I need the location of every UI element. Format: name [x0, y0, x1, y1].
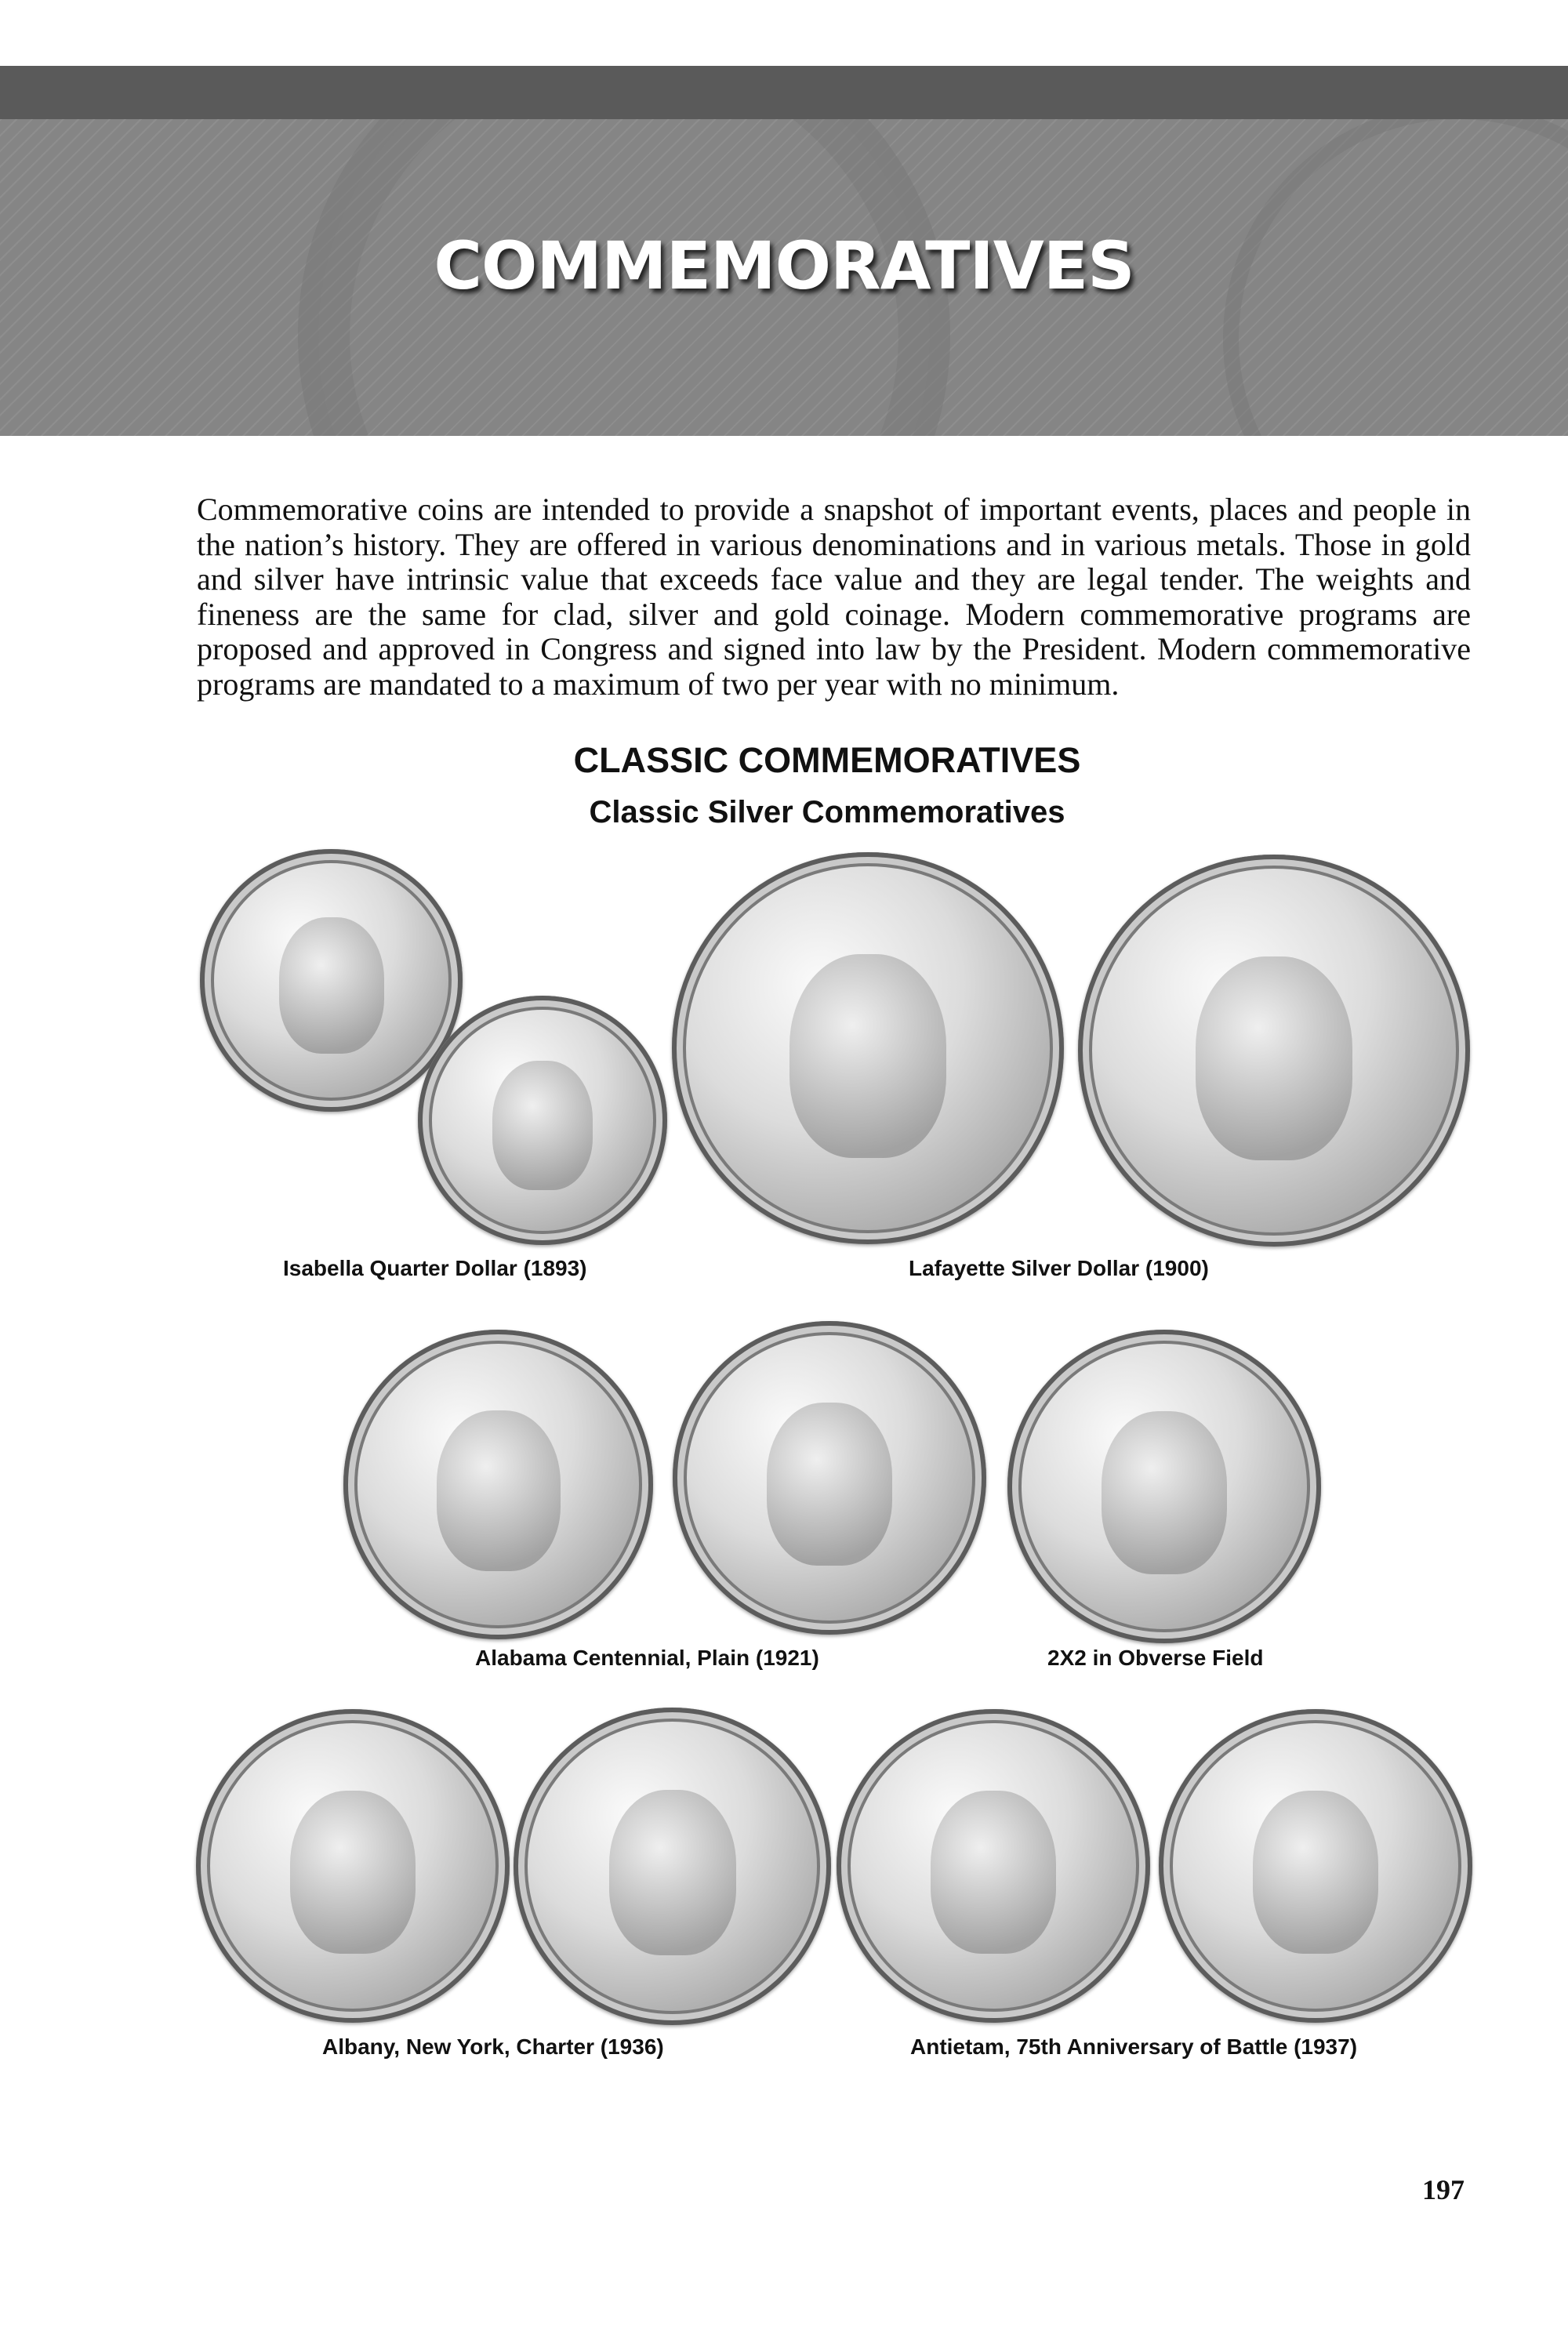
coin-antietam-reverse	[1159, 1709, 1472, 2023]
coin-albany-obverse	[196, 1709, 510, 2023]
section-title: CLASSIC COMMEMORATIVES	[573, 740, 1081, 780]
coin-alabama-2x2-obverse	[1007, 1330, 1321, 1643]
coin-lafayette-reverse	[1078, 855, 1470, 1247]
coin-alabama-reverse	[673, 1321, 986, 1635]
caption-albany: Albany, New York, Charter (1936)	[322, 2034, 664, 2059]
caption-alabama: Alabama Centennial, Plain (1921)	[475, 1646, 819, 1670]
chapter-title: COMMEMORATIVES	[434, 227, 1134, 304]
caption-lafayette: Lafayette Silver Dollar (1900)	[909, 1256, 1209, 1280]
coin-alabama-obverse	[343, 1330, 653, 1639]
caption-antietam: Antietam, 75th Anniversary of Battle (1937)	[910, 2034, 1358, 2059]
caption-isabella: Isabella Quarter Dollar (1893)	[283, 1256, 587, 1280]
header-top-bar	[0, 66, 1568, 119]
section-subtitle: Classic Silver Commemoratives	[589, 795, 1065, 829]
coin-isabella-obverse	[200, 849, 463, 1112]
caption-alabama-2x2: 2X2 in Obverse Field	[1047, 1646, 1264, 1670]
coin-lafayette-obverse	[672, 852, 1064, 1244]
page-number: 197	[1422, 2174, 1465, 2205]
coin-antietam-obverse	[837, 1709, 1150, 2023]
intro-paragraph: Commemorative coins are intended to provide a snapshot of important events, places and people in the nation’s history. They are offered in various denominations and in various metals. Those in gold and silver have intrinsic value that exceeds face value and they are legal tender. The weights and fineness are the same for clad, silver and gold coinage. Modern commemorative programs are proposed and approved in Congress and signed into law by the President. Modern commemorative programs are mandated to a maximum of two per year with no minimum.	[197, 492, 1471, 702]
coin-albany-reverse	[514, 1708, 831, 2025]
coin-isabella-reverse	[418, 996, 667, 1245]
